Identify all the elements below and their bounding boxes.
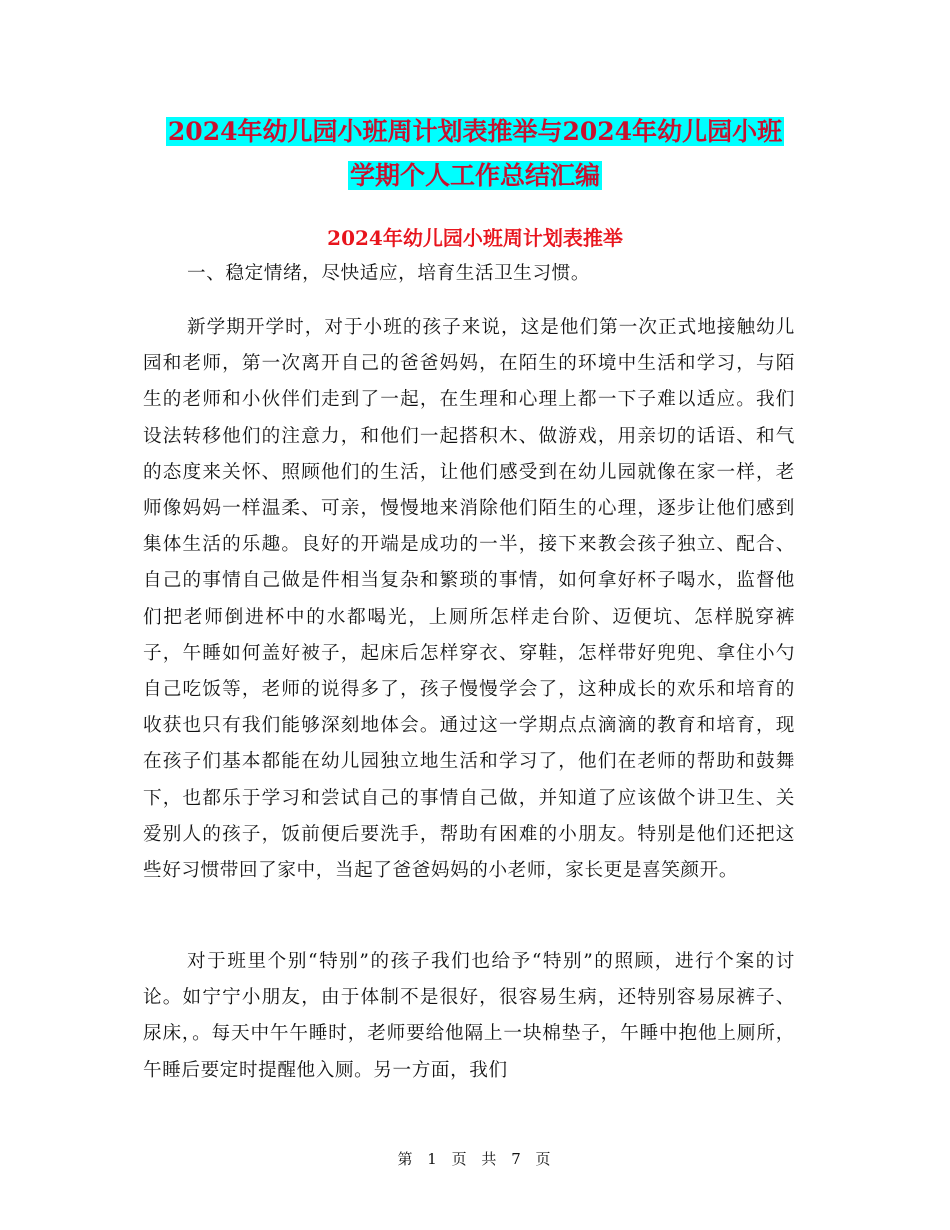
footer-prefix: 第 [397,1150,415,1168]
footer-total-word: 共 [481,1150,499,1168]
footer-current-page: 1 [427,1150,439,1168]
document-title-line-2 [0,152,950,200]
section-title: 2024年幼儿园小班周计划表推举 [327,226,623,250]
document-title-text-1: 2024年幼儿园小班周计划表推举与2024年幼儿园小班 [167,117,783,146]
document-title-text-2: 学期个人工作总结汇编 [349,161,600,190]
page-footer [0,1148,950,1169]
paragraph-1: 新学期开学时，对于小班的孩子来说，这是他们第一次正式地接触幼儿园和老师，第一次离开自己的爸爸妈妈，在陌生的环境中生活和学习，与陌生的老师和小伙伴们走到了一起，在生理和心理上都一下子难以适应。我们设法转移他们的注意力，和他们一起搭积木、做游戏，用亲切的话语、和气的态度来关怀、照顾他们的生活，让他们感受到在幼儿园就像在家一样，老师像妈妈一样温柔、可亲，慢慢地来消除他们陌生的心理，逐步让他们感到集体生活的乐趣。良好的开端是成功的一半，接下来教会孩子独立、配合、自己的事情自己做是件相当复杂和繁琐的事情，如何拿好杯子喝水，监督他们把老师倒进杯中的水都喝光，上厕所怎样走台阶、迈便坑、怎样脱穿裤子，午睡如何盖好被子，起床后怎样穿衣、穿鞋，怎样带好兜兜、拿住小勺自己吃饭等，老师的说得多了，孩子慢慢学会了，这种成长的欢乐和培育的收获也只有我们能够深刻地体会。通过这一学期点点滴滴的教育和培育，现在孩子们基本都能在幼儿园独立地生活和学习了，他们在老师的帮助和鼓舞下，也都乐于学习和尝试自己的事情自己做，并知道了应该做个讲卫生、关爱别人的孩子，饭前便后要洗手，帮助有困难的小朋友。特别是他们还把这些好习惯带回了家中，当起了爸爸妈妈的小老师，家长更是喜笑颜开。 [143,317,795,882]
section-heading-1: 一、稳定情绪，尽快适应，培育生活卫生习惯。 [187,263,591,284]
document-title-line-1 [0,108,950,156]
footer-suffix: 页 [535,1150,553,1168]
footer-page-word: 页 [451,1150,469,1168]
paragraph-2: 对于班里个别“特别”的孩子我们也给予“特别”的照顾，进行个案的讨论。如宁宁小朋友，由于体制不是很好，很容易生病，还特别容易尿裤子、尿床，。每天中午午睡时，老师要给他隔上一块棉垫子，午睡中抱他上厕所，午睡后要定时提醒他入厕。另一方面，我们 [143,951,795,1081]
footer-total-pages: 7 [511,1150,523,1168]
